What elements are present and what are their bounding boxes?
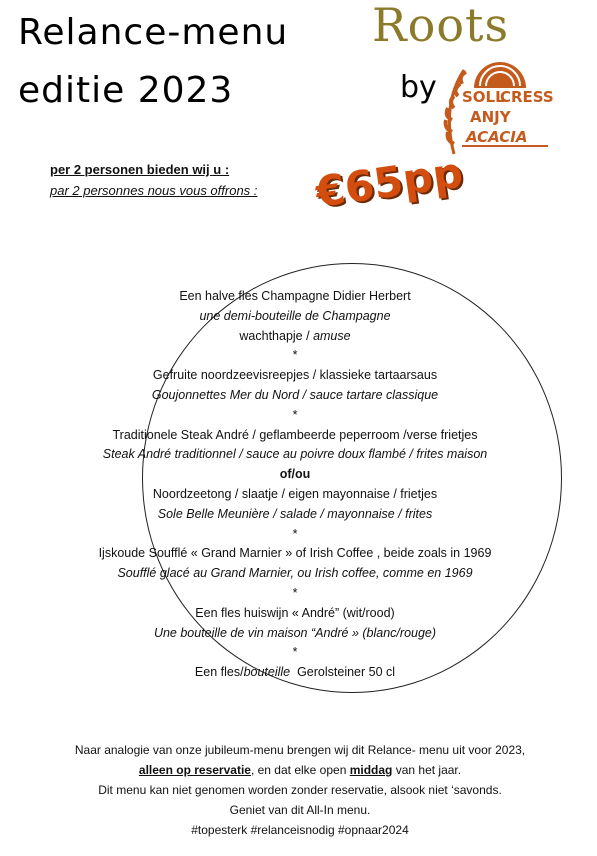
svg-text:SOLL: SOLL xyxy=(462,88,505,106)
menu-line: Gefruite noordzeevisreepjes / klassieke tartaarsaus xyxy=(152,368,438,383)
menu-line: Noordzeetong / slaatje / eigen mayonnaise / frietjes xyxy=(152,486,438,501)
footer-line: alleen op reservatie, en dat elke open middag van het jaar. xyxy=(138,763,462,777)
roots-brand-logo: Roots xyxy=(372,0,510,52)
intro-french: par 2 personnes nous vous offrons : xyxy=(50,183,258,198)
menu-list xyxy=(60,287,530,683)
svg-text:ANJY: ANJY xyxy=(470,108,511,126)
menu-separator: * xyxy=(292,585,298,600)
svg-text:ACACIA: ACACIA xyxy=(466,128,528,146)
menu-line: Een fles/bouteille Gerolsteiner 50 cl xyxy=(194,665,396,680)
menu-separator: * xyxy=(292,526,298,541)
menu-line: Steak André traditionnel / sauce au poivre doux flambé / frites maison xyxy=(102,447,488,462)
menu-separator: * xyxy=(292,407,298,422)
footer-line: Naar analogie van onze jubileum-menu brengen wij dit Relance- menu uit voor 2023, xyxy=(74,743,526,757)
footer-hashtags: #topesterk #relanceisnodig #opnaar2024 xyxy=(191,823,409,837)
footer-line: Geniet van dit All-In menu. xyxy=(229,803,371,817)
menu-separator: * xyxy=(292,645,298,660)
menu-line: une demi-bouteille de Champagne xyxy=(199,308,391,323)
menu-line: Soufflé glacé au Grand Marnier, ou Irish coffee, comme en 1969 xyxy=(117,566,473,581)
price-badge: €65pp xyxy=(312,147,466,217)
title-line-2: editie 2023 xyxy=(18,70,234,111)
menu-line: Une bouteille de vin maison “André » (blanc/rouge) xyxy=(153,625,437,640)
title-line-1: Relance-menu xyxy=(18,12,289,53)
svg-text:CRESS: CRESS xyxy=(500,88,554,106)
menu-separator: * xyxy=(292,348,298,363)
menu-line: Een fles huiswijn « André” (wit/rood) xyxy=(195,605,395,620)
menu-or-separator: of/ou xyxy=(279,467,311,482)
intro-dutch: per 2 personen bieden wij u : xyxy=(50,162,230,177)
by-label: by xyxy=(400,70,437,105)
footer-line: Dit menu kan niet genomen worden zonder reservatie, alsook niet ‘savonds. xyxy=(98,783,502,797)
menu-line: Ijskoude Soufflé « Grand Marnier » of Irish Coffee , beide zoals in 1969 xyxy=(98,546,492,561)
menu-line: Goujonnettes Mer du Nord / sauce tartare classique xyxy=(151,387,439,402)
menu-line: Een halve fles Champagne Didier Herbert xyxy=(179,289,411,303)
menu-line: Traditionele Steak André / geflambeerde peperroom /verse frietjes xyxy=(112,427,478,442)
footer-notes xyxy=(20,740,580,840)
menu-line: wachthapje / amuse xyxy=(239,328,351,343)
menu-line: Sole Belle Meunière / salade / mayonnaise / frites xyxy=(157,506,433,521)
